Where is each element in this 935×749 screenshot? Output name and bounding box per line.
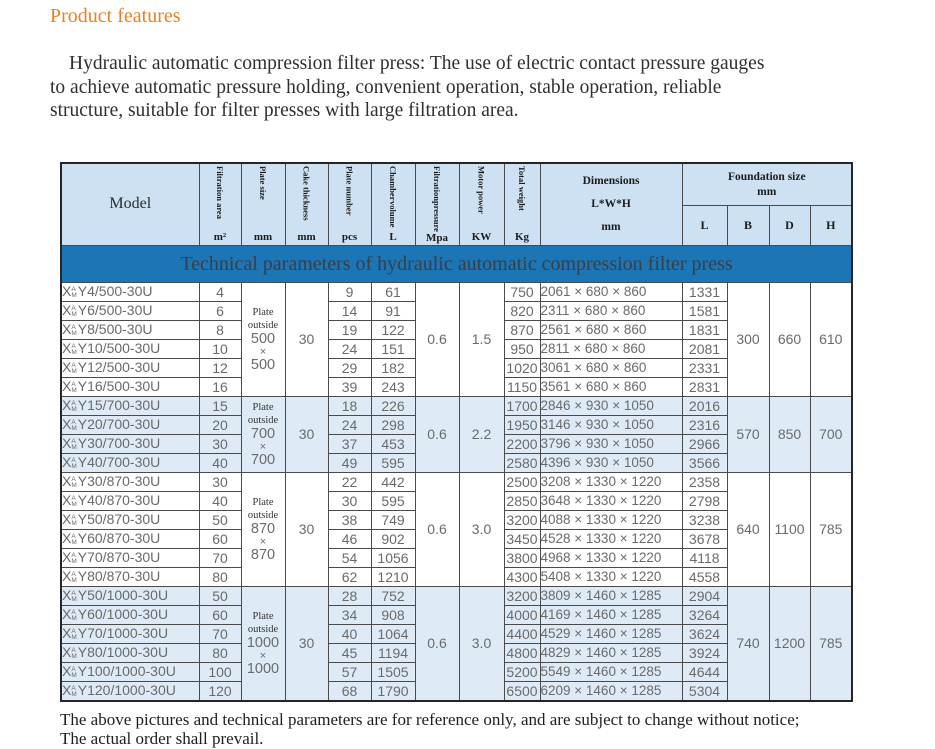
total-weight-cell: 4000 (504, 605, 540, 624)
filtration-pressure-cell: 0.6 (415, 586, 459, 701)
chamber-volume-cell: 453 (371, 434, 415, 453)
filtration-area-cell: 10 (199, 339, 241, 358)
footer-line: The actual order shall prevail. (60, 728, 264, 748)
foundation-l-cell: 2358 (682, 472, 727, 491)
model-prefix-stack: A M (71, 418, 77, 432)
foundation-b-cell: 740 (727, 586, 769, 701)
model-cell: X A M Y16/500-30U (61, 377, 199, 396)
model-prefix-stack: A M (71, 475, 77, 489)
dimensions-cell: 3796 × 930 × 1050 (540, 434, 682, 453)
chamber-volume-cell: 91 (371, 301, 415, 320)
filtration-pressure-cell: 0.6 (415, 282, 459, 396)
dimensions-cell: 4169 × 1460 × 1285 (540, 605, 682, 624)
dimensions-cell: 2561 × 680 × 860 (540, 320, 682, 339)
model-prefix-stack: A M (71, 361, 77, 375)
model-cell: X A M Y10/500-30U (61, 339, 199, 358)
chamber-volume-cell: 151 (371, 339, 415, 358)
total-weight-cell: 870 (504, 320, 540, 339)
total-weight-cell: 4800 (504, 643, 540, 662)
filtration-area-cell: 30 (199, 472, 241, 491)
dimensions-cell: 3146 × 930 × 1050 (540, 415, 682, 434)
dimensions-cell: 3648 × 1330 × 1220 (540, 491, 682, 510)
intro-line: to achieve automatic pressure holding, convenient operation, stable operation, reliable (50, 76, 722, 98)
plate-number-cell: 39 (328, 377, 371, 396)
model-cell: X A M Y60/1000-30U (61, 605, 199, 624)
footer-line: The above pictures and technical parameters are for reference only, and are subject to change without notice; (60, 710, 800, 729)
plate-number-cell: 45 (328, 643, 371, 662)
foundation-l-cell: 2798 (682, 491, 727, 510)
page-title: Product features (50, 5, 181, 27)
plate-number-cell: 34 (328, 605, 371, 624)
table-title-row (61, 245, 852, 282)
plate-number-column-header: Plate number pcs (328, 163, 371, 245)
model-cell: X A M Y80/1000-30U (61, 643, 199, 662)
cake-thickness-column-header: Cake thickness mm (285, 163, 328, 245)
total-weight-cell: 5200 (504, 662, 540, 681)
model-cell: X A M Y80/870-30U (61, 567, 199, 586)
dimensions-cell: 3809 × 1460 × 1285 (540, 586, 682, 605)
filtration-area-cell: 80 (199, 567, 241, 586)
filtration-area-cell: 6 (199, 301, 241, 320)
filtration-area-cell: 100 (199, 662, 241, 681)
foundation-d-cell: 1100 (769, 472, 810, 586)
filtration-area-column-header: Filtration area m² (199, 163, 241, 245)
intro-line: Hydraulic automatic compression filter press: The use of electric contact pressure gauges (69, 53, 765, 74)
chamber-volume-cell: 595 (371, 453, 415, 472)
dimensions-cell: 4829 × 1460 × 1285 (540, 643, 682, 662)
model-prefix-stack: A M (71, 342, 77, 356)
model-column-header: Model (61, 163, 199, 245)
plate-number-cell: 24 (328, 415, 371, 434)
model-prefix-stack: A M (71, 399, 77, 413)
foundation-l-cell: 4118 (682, 548, 727, 567)
plate-number-cell: 18 (328, 396, 371, 415)
foundation-l-cell: 3238 (682, 510, 727, 529)
foundation-l-cell: 3566 (682, 453, 727, 472)
model-cell: X A M Y100/1000-30U (61, 662, 199, 681)
total-weight-cell: 2580 (504, 453, 540, 472)
total-weight-cell: 1700 (504, 396, 540, 415)
foundation-l-cell: 3924 (682, 643, 727, 662)
model-cell: X A M Y20/700-30U (61, 415, 199, 434)
table-row (61, 282, 852, 301)
cake-thickness-cell: 30 (285, 282, 328, 396)
plate-number-cell: 62 (328, 567, 371, 586)
filtration-area-cell: 60 (199, 605, 241, 624)
total-weight-cell: 2200 (504, 434, 540, 453)
foundation-l-cell: 2016 (682, 396, 727, 415)
plate-number-cell: 30 (328, 491, 371, 510)
model-cell: X A M Y4/500-30U (61, 282, 199, 301)
cake-thickness-cell: 30 (285, 586, 328, 701)
total-weight-cell: 3800 (504, 548, 540, 567)
table-row (61, 586, 852, 605)
foundation-b-cell: 300 (727, 282, 769, 396)
chamber-volume-cell: 122 (371, 320, 415, 339)
model-prefix-stack: A M (71, 684, 77, 698)
dimensions-cell: 2846 × 930 × 1050 (540, 396, 682, 415)
motor-power-cell: 3.0 (459, 586, 504, 701)
motor-power-cell: 2.2 (459, 396, 504, 472)
foundation-h-cell: 785 (810, 586, 852, 701)
model-prefix-stack: A M (71, 437, 77, 451)
model-cell: X A M Y6/500-30U (61, 301, 199, 320)
foundation-sub-header-b: B (727, 205, 769, 245)
model-cell: X A M Y60/870-30U (61, 529, 199, 548)
plate-number-cell: 49 (328, 453, 371, 472)
model-prefix-stack: A M (71, 665, 77, 679)
dimensions-cell: 3061 × 680 × 860 (540, 358, 682, 377)
filtration-area-cell: 50 (199, 586, 241, 605)
model-cell: X A M Y8/500-30U (61, 320, 199, 339)
foundation-b-cell: 570 (727, 396, 769, 472)
model-cell: X A M Y15/700-30U (61, 396, 199, 415)
total-weight-cell: 3450 (504, 529, 540, 548)
motor-power-cell: 1.5 (459, 282, 504, 396)
model-prefix-stack: A M (71, 380, 77, 394)
model-prefix-stack: A M (71, 608, 77, 622)
table-title: Technical parameters of hydraulic automatic compression filter press (61, 245, 852, 282)
chamber-volume-cell: 182 (371, 358, 415, 377)
foundation-l-cell: 2081 (682, 339, 727, 358)
model-prefix-stack: A M (71, 532, 77, 546)
filtration-area-cell: 50 (199, 510, 241, 529)
model-cell: X A M Y70/1000-30U (61, 624, 199, 643)
chamber-volume-cell: 298 (371, 415, 415, 434)
chamber-volume-cell: 1064 (371, 624, 415, 643)
plate-number-cell: 40 (328, 624, 371, 643)
total-weight-cell: 2500 (504, 472, 540, 491)
plate-number-cell: 19 (328, 320, 371, 339)
foundation-size-header: Foundation size mm (682, 163, 852, 205)
total-weight-cell: 950 (504, 339, 540, 358)
foundation-l-cell: 2904 (682, 586, 727, 605)
foundation-l-cell: 3624 (682, 624, 727, 643)
plate-size-cell: Plate outside 870 × 870 (241, 472, 285, 586)
model-prefix-stack: A M (71, 323, 77, 337)
foundation-d-cell: 660 (769, 282, 810, 396)
dimensions-cell: 5408 × 1330 × 1220 (540, 567, 682, 586)
filtration-area-cell: 70 (199, 548, 241, 567)
model-cell: X A M Y30/700-30U (61, 434, 199, 453)
foundation-l-cell: 1581 (682, 301, 727, 320)
model-prefix-stack: A M (71, 456, 77, 470)
chamber-volume-cell: 442 (371, 472, 415, 491)
plate-number-cell: 9 (328, 282, 371, 301)
filtration-area-cell: 8 (199, 320, 241, 339)
dimensions-cell: 3561 × 680 × 860 (540, 377, 682, 396)
total-weight-cell: 3200 (504, 510, 540, 529)
foundation-l-cell: 2831 (682, 377, 727, 396)
foundation-sub-header-h: H (810, 205, 852, 245)
foundation-l-cell: 5304 (682, 681, 727, 701)
plate-number-cell: 38 (328, 510, 371, 529)
technical-parameters-table (60, 162, 851, 702)
dimensions-cell: 4529 × 1460 × 1285 (540, 624, 682, 643)
model-prefix-stack: A M (71, 513, 77, 527)
plate-number-cell: 37 (328, 434, 371, 453)
total-weight-cell: 750 (504, 282, 540, 301)
table-row (61, 472, 852, 491)
intro-paragraph (50, 52, 920, 123)
model-cell: X A M Y40/870-30U (61, 491, 199, 510)
total-weight-column-header: Total weight Kg (504, 163, 540, 245)
filtration-area-cell: 16 (199, 377, 241, 396)
plate-number-cell: 22 (328, 472, 371, 491)
dimensions-cell: 2811 × 680 × 860 (540, 339, 682, 358)
foundation-b-cell: 640 (727, 472, 769, 586)
model-prefix-stack: A M (71, 646, 77, 660)
plate-size-column-header: Plate size mm (241, 163, 285, 245)
foundation-d-cell: 850 (769, 396, 810, 472)
total-weight-cell: 1950 (504, 415, 540, 434)
filtration-pressure-column-header: Filtration pressure Mpa (415, 163, 459, 245)
plate-number-cell: 57 (328, 662, 371, 681)
motor-power-cell: 3.0 (459, 472, 504, 586)
filtration-pressure-cell: 0.6 (415, 472, 459, 586)
dimensions-column-header: Dimensions L*W*H mm (540, 163, 682, 245)
dimensions-cell: 2311 × 680 × 860 (540, 301, 682, 320)
filtration-area-cell: 80 (199, 643, 241, 662)
chamber-volume-cell: 1505 (371, 662, 415, 681)
chamber-volume-cell: 61 (371, 282, 415, 301)
model-cell: X A M Y120/1000-30U (61, 681, 199, 701)
total-weight-cell: 2850 (504, 491, 540, 510)
foundation-l-cell: 1331 (682, 282, 727, 301)
dimensions-cell: 2061 × 680 × 860 (540, 282, 682, 301)
params-table-body (61, 282, 852, 701)
model-cell: X A M Y40/700-30U (61, 453, 199, 472)
dimensions-cell: 3208 × 1330 × 1220 (540, 472, 682, 491)
filtration-area-cell: 60 (199, 529, 241, 548)
foundation-sub-header-d: D (769, 205, 810, 245)
chamber-volume-cell: 749 (371, 510, 415, 529)
plate-number-cell: 14 (328, 301, 371, 320)
dimensions-cell: 5549 × 1460 × 1285 (540, 662, 682, 681)
plate-number-cell: 24 (328, 339, 371, 358)
total-weight-cell: 4300 (504, 567, 540, 586)
foundation-l-cell: 2331 (682, 358, 727, 377)
foundation-sub-header-l: L (682, 205, 727, 245)
dimensions-cell: 4396 × 930 × 1050 (540, 453, 682, 472)
filtration-area-cell: 120 (199, 681, 241, 701)
filtration-area-cell: 4 (199, 282, 241, 301)
filtration-area-cell: 20 (199, 415, 241, 434)
model-cell: X A M Y30/870-30U (61, 472, 199, 491)
intro-line: structure, suitable for filter presses with large filtration area. (50, 100, 519, 121)
chamber-volume-cell: 243 (371, 377, 415, 396)
foundation-l-cell: 4644 (682, 662, 727, 681)
plate-number-cell: 68 (328, 681, 371, 701)
chamber-volume-cell: 1056 (371, 548, 415, 567)
model-prefix-stack: A M (71, 627, 77, 641)
model-prefix-stack: A M (71, 285, 77, 299)
plate-number-cell: 29 (328, 358, 371, 377)
model-cell: X A M Y12/500-30U (61, 358, 199, 377)
dimensions-cell: 4528 × 1330 × 1220 (540, 529, 682, 548)
chamber-volume-cell: 1790 (371, 681, 415, 701)
cake-thickness-cell: 30 (285, 396, 328, 472)
foundation-d-cell: 1200 (769, 586, 810, 701)
table-header (61, 163, 852, 245)
plate-number-cell: 46 (328, 529, 371, 548)
chamber-volume-cell: 1210 (371, 567, 415, 586)
chamber-volume-cell: 902 (371, 529, 415, 548)
model-prefix-stack: A M (71, 304, 77, 318)
chamber-volume-cell: 226 (371, 396, 415, 415)
foundation-l-cell: 2316 (682, 415, 727, 434)
dimensions-cell: 4088 × 1330 × 1220 (540, 510, 682, 529)
chamber-volume-cell: 1194 (371, 643, 415, 662)
model-prefix-stack: A M (71, 494, 77, 508)
filtration-area-cell: 12 (199, 358, 241, 377)
filtration-area-cell: 40 (199, 491, 241, 510)
foundation-l-cell: 3264 (682, 605, 727, 624)
total-weight-cell: 3200 (504, 586, 540, 605)
model-prefix-stack: A M (71, 589, 77, 603)
model-cell: X A M Y50/870-30U (61, 510, 199, 529)
total-weight-cell: 820 (504, 301, 540, 320)
filtration-area-cell: 30 (199, 434, 241, 453)
model-cell: X A M Y70/870-30U (61, 548, 199, 567)
foundation-l-cell: 3678 (682, 529, 727, 548)
table-row (61, 396, 852, 415)
filtration-area-cell: 15 (199, 396, 241, 415)
total-weight-cell: 1020 (504, 358, 540, 377)
plate-size-cell: Plate outside 500 × 500 (241, 282, 285, 396)
model-cell: X A M Y50/1000-30U (61, 586, 199, 605)
foundation-h-cell: 610 (810, 282, 852, 396)
filtration-area-cell: 70 (199, 624, 241, 643)
filtration-area-cell: 40 (199, 453, 241, 472)
filtration-pressure-cell: 0.6 (415, 396, 459, 472)
foundation-l-cell: 1831 (682, 320, 727, 339)
motor-power-column-header: Motor power KW (459, 163, 504, 245)
chamber-volume-column-header: Chamber volume L (371, 163, 415, 245)
chamber-volume-cell: 752 (371, 586, 415, 605)
dimensions-cell: 6209 × 1460 × 1285 (540, 681, 682, 701)
total-weight-cell: 1150 (504, 377, 540, 396)
footer-note (60, 711, 890, 748)
plate-size-cell: Plate outside 1000 × 1000 (241, 586, 285, 701)
foundation-l-cell: 4558 (682, 567, 727, 586)
cake-thickness-cell: 30 (285, 472, 328, 586)
plate-number-cell: 54 (328, 548, 371, 567)
chamber-volume-cell: 595 (371, 491, 415, 510)
plate-size-cell: Plate outside 700 × 700 (241, 396, 285, 472)
model-prefix-stack: A M (71, 570, 77, 584)
foundation-h-cell: 700 (810, 396, 852, 472)
foundation-h-cell: 785 (810, 472, 852, 586)
foundation-l-cell: 2966 (682, 434, 727, 453)
dimensions-cell: 4968 × 1330 × 1220 (540, 548, 682, 567)
chamber-volume-cell: 908 (371, 605, 415, 624)
model-prefix-stack: A M (71, 551, 77, 565)
total-weight-cell: 4400 (504, 624, 540, 643)
plate-number-cell: 28 (328, 586, 371, 605)
total-weight-cell: 6500 (504, 681, 540, 701)
